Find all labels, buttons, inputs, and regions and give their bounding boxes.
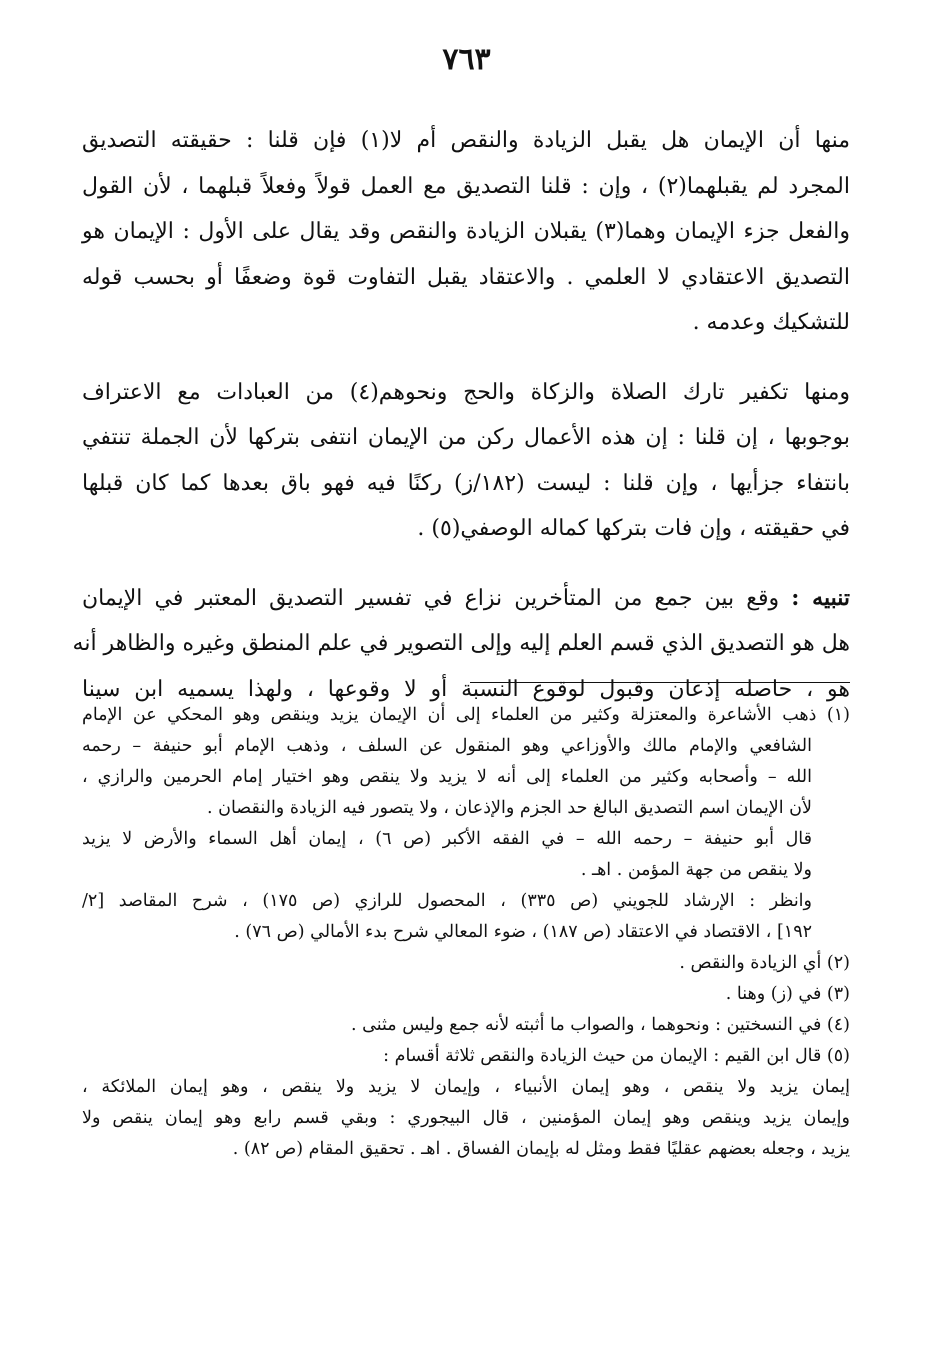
text-line: المجرد لم يقبلهما(٢) ، وإن : قلنا التصديق مع العمل قولاً وفعلاً قبلهما ، لأن القول [82, 173, 850, 199]
text-line [82, 576, 850, 622]
text-line: ومنها تكفير تارك الصلاة والزكاة والحج ونحوهم(٤) من العبادات مع الاعتراف [82, 379, 851, 405]
footnote-line: يزيد ، وجعله بعضهم عقليًا فقط ومثل له بإيمان الفساق . اهـ . تحقيق المقام (ص ٨٢) . [232, 1139, 850, 1159]
text-line: والفعل جزء الإيمان وهما(٣) يقبلان الزيادة والنقص وقد يقال على الأول : الإيمان هو [82, 219, 850, 244]
footnote-separator [470, 682, 850, 683]
footnote-line: (٣) في (ز) وهنا . [725, 984, 850, 1004]
text-line-rest: وقع بين جمع من المتأخرين نزاع في تفسير التصديق المعتبر في الإيمان [82, 585, 792, 611]
footnote-line: (١) ذهب الأشاعرة والمعتزلة وكثير من العلماء إلى أن الإيمان يزيد وينقص وهو المحكي عن الإمام [82, 705, 850, 725]
footnote-line: وإيمان يزيد وينقص وهو إيمان المؤمنين ، قال البيجوري : وبقي قسم رابع وهو إيمان ينقص ولا [82, 1108, 850, 1128]
text-line: بانتفاء جزأيها ، وإن قلنا : ليست (١٨٢/ز) ركنًا فيه فهو باق بعدها كما كان قبلها [82, 470, 850, 496]
footnote-line: ١٩٢] ، الاقتصاد في الاعتقاد (ص ١٨٧) ، ضوء المعالي شرح بدء الأمالي (ص ٧٦) . [234, 922, 812, 942]
footnote-line: (٢) أي الزيادة والنقص . [679, 953, 850, 973]
text-line: هل هو التصديق الذي قسم العلم إليه وإلى التصوير في علم المنطق وغيره والظاهر أنه [72, 631, 850, 656]
footnote-line: لأن الإيمان اسم التصديق البالغ حد الجزم والإذعان ، ولا يتصور فيه الزيادة والنقصان . [207, 798, 812, 818]
footnote-line: (٤) في النسختين : ونحوهما ، والصواب ما أثبته لأنه جمع وليس مثنى . [351, 1015, 850, 1035]
footnote-line: الله – وأصحابه وكثير من العلماء إلى أنه لا يزيد ولا ينقص وهو اختيار إمام الحرمين والرازي ، [82, 767, 812, 787]
footnote-line: قال أبو حنيفة – رحمه الله – في الفقه الأكبر (ص ٦) ، إيمان أهل السماء والأرض لا يزيد [82, 829, 812, 849]
text-line: بوجوبها ، إن قلنا : إن هذه الأعمال ركن من الإيمان انتفى بتركها لأن الجملة تنتفي [82, 425, 850, 450]
footnote-line: وانظر : الإرشاد للجويني (ص ٣٣٥) ، المحصول للرازي (ص ١٧٥) ، شرح المقاصد [٢/ [82, 891, 812, 911]
paragraph-1 [82, 118, 850, 346]
text-line: في حقيقته ، وإن فات بتركها كماله الوصفي(٥) . [417, 516, 850, 541]
text-line: منها أن الإيمان هل يقبل الزيادة والنقص أم لا(١) فإن قلنا : حقيقته التصديق [82, 128, 850, 153]
paragraph-3 [72, 576, 850, 713]
paragraph-2 [82, 370, 850, 552]
footnotes [82, 700, 850, 1165]
footnote-line: (٥) قال ابن القيم : الإيمان من حيث الزيادة والنقص ثلاثة أقسام : [383, 1046, 850, 1066]
footnote-line: إيمان يزيد ولا ينقص ، وهو إيمان الأنبياء ، وإيمان لا يزيد ولا ينقص ، وهو إيمان الملائكة ، [82, 1077, 850, 1097]
text-line: للتشكيك وعدمه . [692, 310, 850, 335]
footnote-line: ولا ينقص من جهة المؤمن . اهـ . [580, 860, 812, 880]
text-line: التصديق الاعتقادي لا العلمي . والاعتقاد يقبل التفاوت قوة وضعفًا أو بحسب قوله [82, 264, 850, 290]
page-number: ٧٦٣ [442, 42, 491, 77]
main-text [72, 118, 851, 712]
note-heading: تنبيه : [791, 584, 850, 611]
footnote-line: الشافعي والإمام مالك والأوزاعي وهو المنقول عن السلف ، وذهب الإمام أبو حنيفة – رحمه [82, 736, 812, 756]
text-line: هو ، حاصله إذعان وقبول لوقوع النسبة أو لا وقوعها ، ولهذا يسميه ابن سينا [82, 676, 850, 702]
